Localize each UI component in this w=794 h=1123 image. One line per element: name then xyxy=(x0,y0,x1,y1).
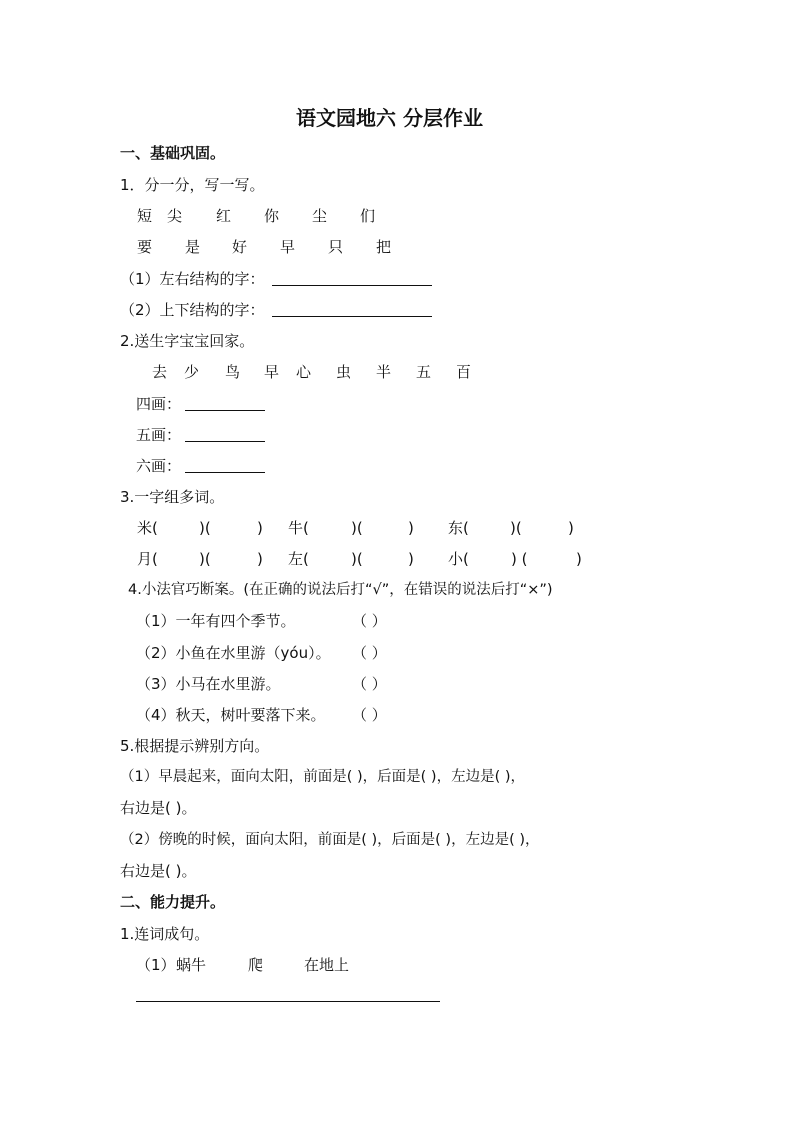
q1-char: 尖 xyxy=(167,207,183,225)
q4-statement: （3）小马在水里游。 xyxy=(136,675,281,693)
q3-item: ) xyxy=(408,519,414,537)
q2-char: 早 xyxy=(264,363,280,381)
q2-char: 百 xyxy=(456,363,472,381)
q5-part2-line1: （2）傍晚的时候，面向太阳，前面是( )，后面是( )，左边是( )， xyxy=(120,832,540,848)
q4-answer-bracket[interactable]: （ ） xyxy=(352,612,387,630)
s2-q1-answer-line[interactable] xyxy=(136,1001,440,1002)
q5-part1-line2: 右边是( )。 xyxy=(120,799,197,817)
q3-item: ) xyxy=(257,519,263,537)
q4-statement: （2）小鱼在水里游（yóu）。 xyxy=(136,644,331,662)
q3-item: )( xyxy=(199,519,211,537)
q2-stem: 2.送生字宝宝回家。 xyxy=(120,332,255,350)
q2-row-label: 四画： xyxy=(136,395,182,413)
q2-answer-line[interactable] xyxy=(185,410,265,411)
s2-q1-word: 蜗牛 xyxy=(176,956,207,974)
q1-char: 短 xyxy=(137,207,153,225)
q4-statement: （1）一年有四个季节。 xyxy=(136,612,296,630)
q1-sub1-label: （1）左右结构的字： xyxy=(120,270,265,288)
q3-item: ) xyxy=(568,519,574,537)
q2-char: 去 xyxy=(152,363,168,381)
q3-item: ) xyxy=(408,550,414,568)
q3-item: 牛( xyxy=(288,519,309,537)
q3-item: 小( xyxy=(448,550,469,568)
q3-item: ) ( xyxy=(511,550,528,568)
q3-item: ) xyxy=(576,550,582,568)
q2-char: 五 xyxy=(416,363,432,381)
q4-answer-bracket[interactable]: （ ） xyxy=(352,644,387,662)
q5-part2-line2: 右边是( )。 xyxy=(120,862,197,880)
q2-char: 心 xyxy=(296,363,312,381)
q2-char: 虫 xyxy=(336,363,352,381)
q3-stem: 3.一字组多词。 xyxy=(120,488,225,506)
q5-part1-line1: （1）早晨起来，面向太阳，前面是( )，后面是( )，左边是( )， xyxy=(120,769,525,785)
q3-item: 东( xyxy=(448,519,469,537)
q4-answer-bracket[interactable]: （ ） xyxy=(352,706,387,724)
q1-char: 把 xyxy=(376,238,392,256)
q1-char: 只 xyxy=(328,238,344,256)
q1-sub2-answer-line[interactable] xyxy=(272,316,432,317)
q1-sub1-answer-line[interactable] xyxy=(272,285,432,286)
q2-row-label: 六画： xyxy=(136,457,182,475)
q1-char: 你 xyxy=(264,207,280,225)
q4-answer-bracket[interactable]: （ ） xyxy=(352,675,387,693)
q3-item: )( xyxy=(351,519,363,537)
q1-stem: 1．分一分，写一写。 xyxy=(120,176,265,194)
q3-item: )( xyxy=(351,550,363,568)
q3-item: 月( xyxy=(137,550,158,568)
s2-q1-stem: 1.连词成句。 xyxy=(120,925,210,943)
s2-q1-word: 在地上 xyxy=(304,956,350,974)
q2-answer-line[interactable] xyxy=(185,472,265,473)
q1-char: 好 xyxy=(232,238,248,256)
s2-q1-item-number: （1） xyxy=(136,956,176,974)
section-heading-basics: 一、基础巩固。 xyxy=(120,144,226,162)
q2-char: 少 xyxy=(184,363,200,381)
page-title: 语文园地六 分层作业 xyxy=(296,106,483,130)
q4-statement: （4）秋天，树叶要落下来。 xyxy=(136,706,326,724)
s2-q1-word: 爬 xyxy=(248,956,264,974)
q1-char: 们 xyxy=(360,207,376,225)
q1-char: 是 xyxy=(185,238,201,256)
q3-item: ) xyxy=(257,550,263,568)
q3-item: )( xyxy=(199,550,211,568)
q3-item: )( xyxy=(510,519,522,537)
q1-char: 要 xyxy=(137,238,153,256)
q2-answer-line[interactable] xyxy=(185,441,265,442)
q2-char: 鸟 xyxy=(225,363,241,381)
q3-item: 米( xyxy=(137,519,158,537)
q1-sub2-label: （2）上下结构的字： xyxy=(120,301,265,319)
q4-stem: 4.小法官巧断案。(在正确的说法后打“√”，在错误的说法后打“×”) xyxy=(128,582,553,598)
q3-item: 左( xyxy=(288,550,309,568)
q1-char: 早 xyxy=(280,238,296,256)
q1-char: 红 xyxy=(216,207,232,225)
q5-stem: 5.根据提示辨别方向。 xyxy=(120,737,270,755)
q2-row-label: 五画： xyxy=(136,426,182,444)
q1-char: 尘 xyxy=(312,207,328,225)
q2-char: 半 xyxy=(376,363,392,381)
section-heading-ability: 二、能力提升。 xyxy=(120,893,226,911)
